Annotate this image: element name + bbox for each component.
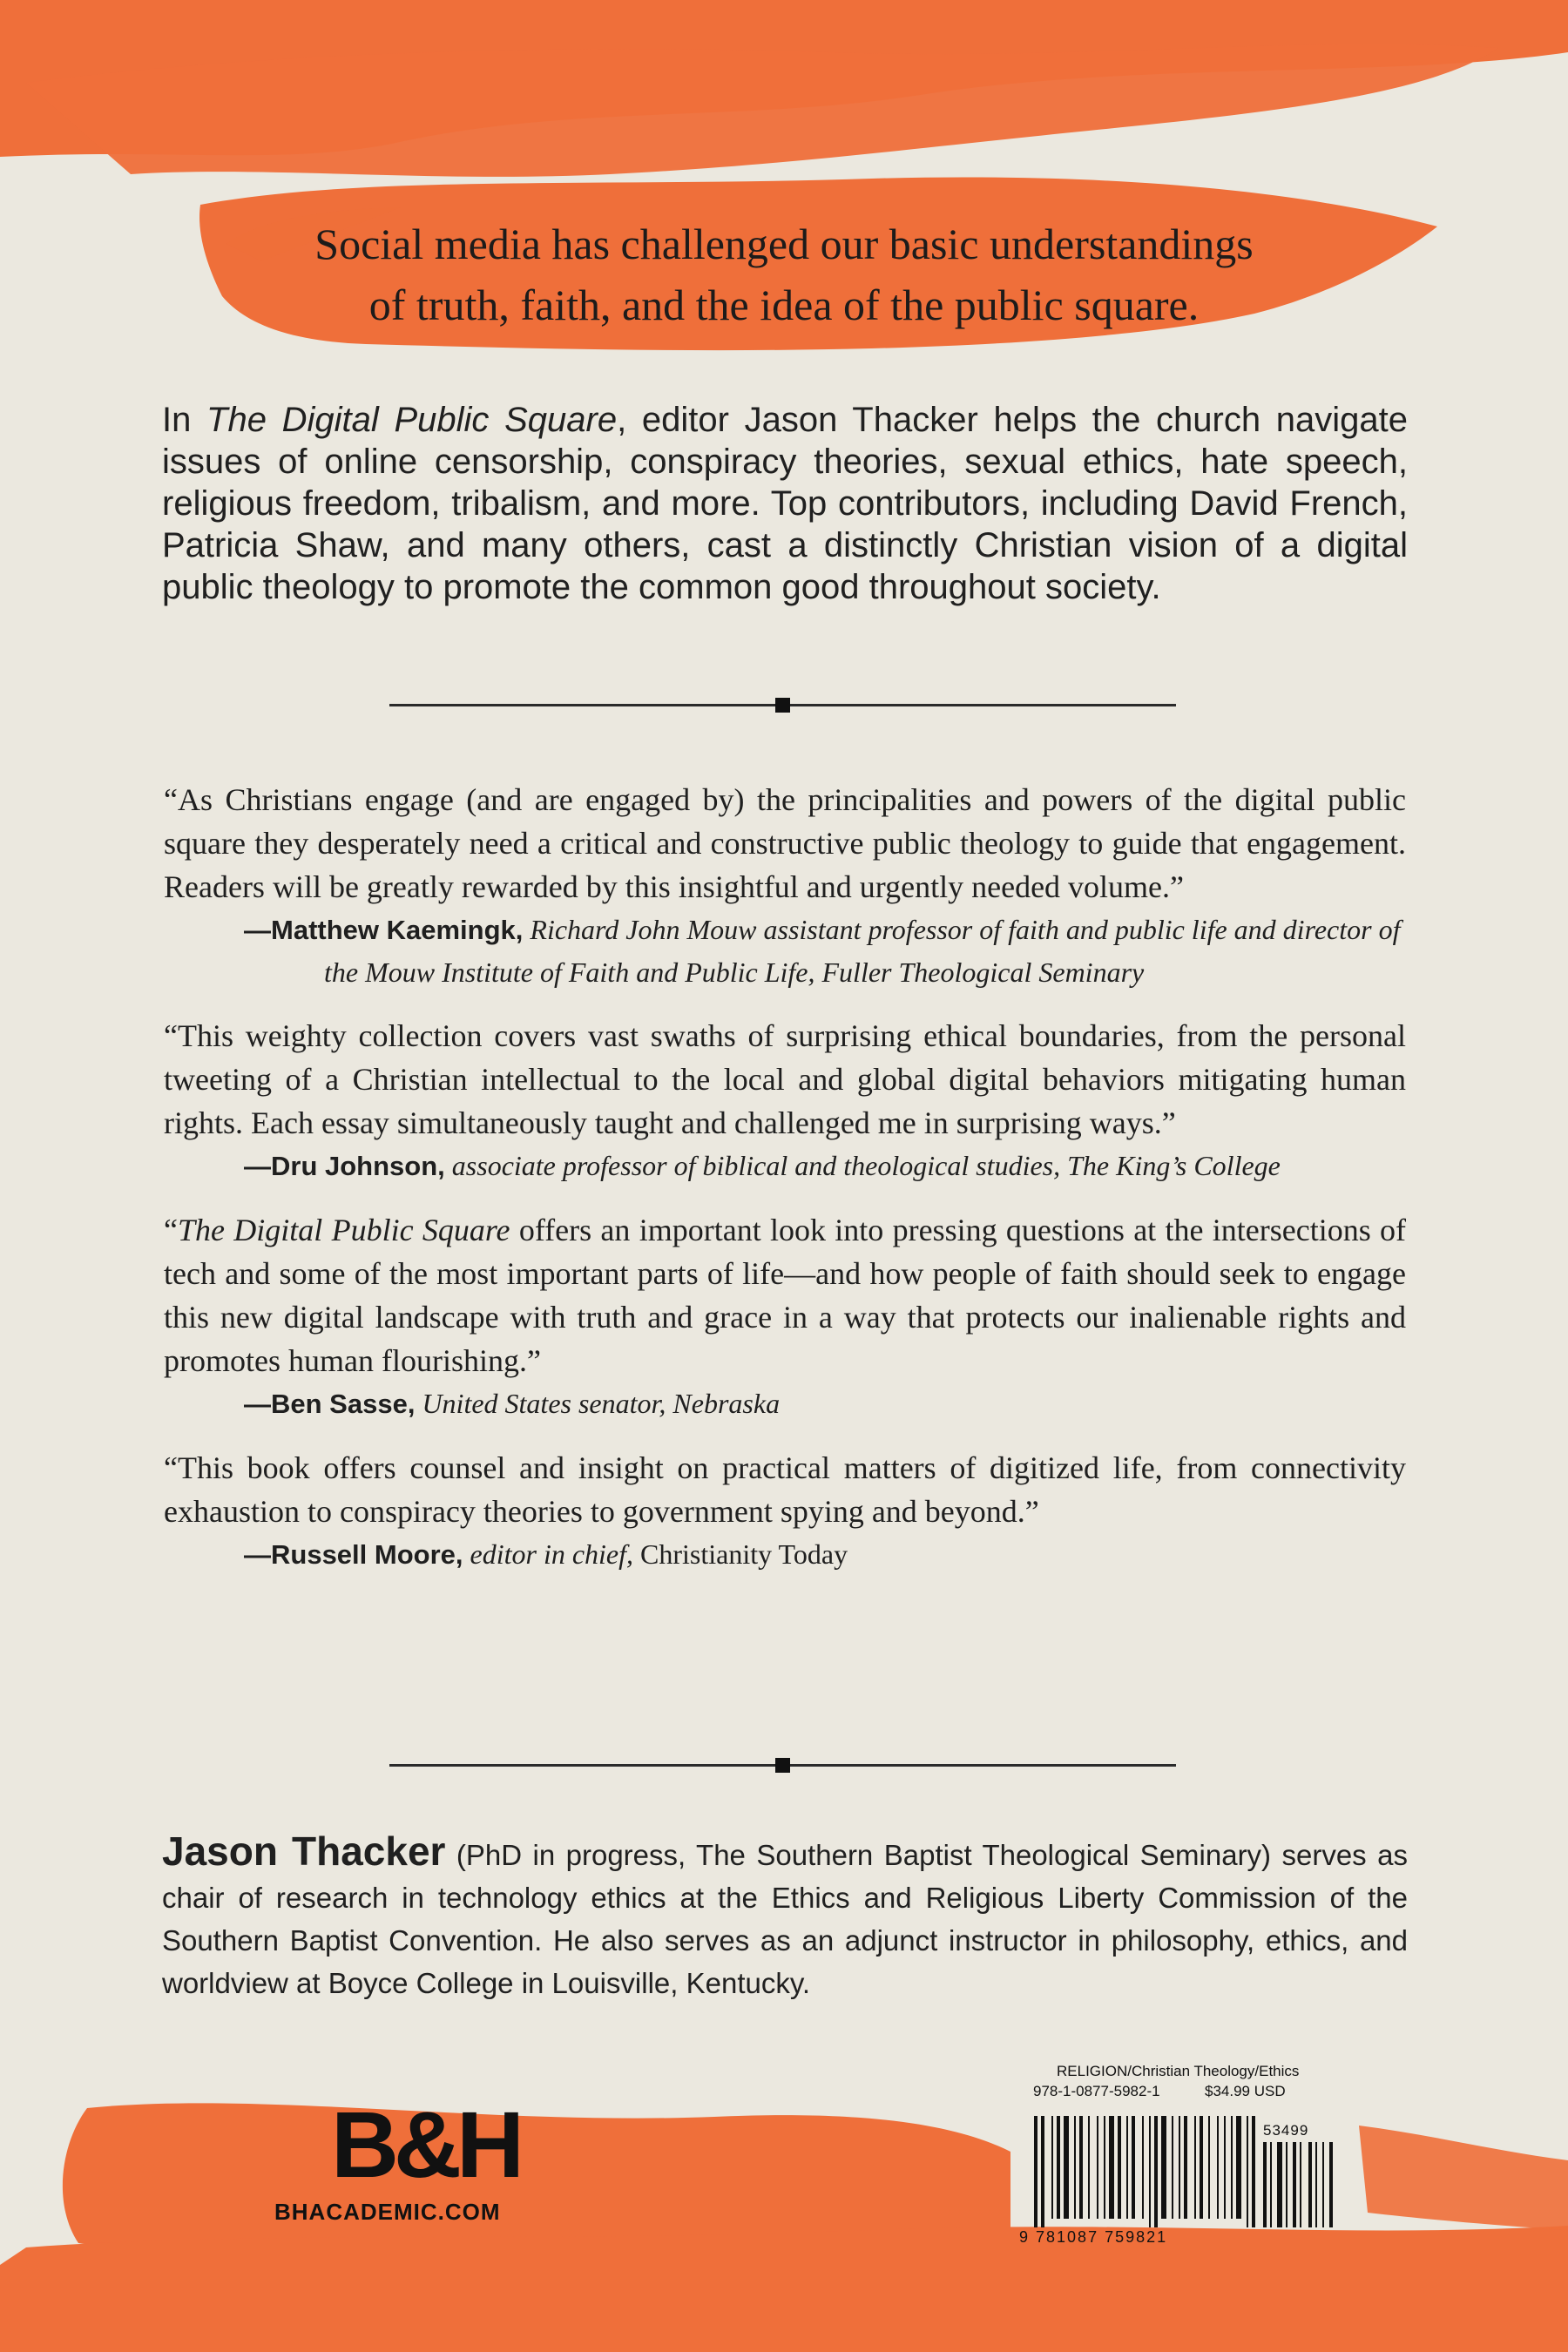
barcode-bar [1104, 2116, 1105, 2219]
author-bio-text: (PhD in progress, The Southern Baptist Theological Seminary) serves as chair of research in technology ethics at the Ethics and Religious Liberty Commission of the Southern Baptist Convention. He also serves as an adjunct instructor in philosophy, ethics, and worldview at Boyce College in Louisville, Kentucky. [162, 1839, 1408, 1999]
quote-book-title: The Digital Public Square [177, 1213, 510, 1247]
intro-book-title: The Digital Public Square [206, 401, 618, 439]
barcode-bar [1118, 2116, 1121, 2219]
barcode-addon-bar [1308, 2142, 1312, 2227]
endorser-title: associate professor of biblical and theological studies, The King’s College [444, 1150, 1281, 1181]
endorser-name: Russell Moore, [271, 1539, 463, 1570]
endorsement [164, 1208, 1406, 1425]
quote-body: offers an important look into pressing questions at the intersections of tech and some of the most important parts of life—and how people of faith should seek to engage this new digital landscape with truth and grace in a way that protects our inalienable rights and promotes human flourishing.” [164, 1213, 1406, 1378]
barcode-bar [1172, 2116, 1173, 2219]
endorsement-attribution [244, 1533, 1406, 1576]
barcode-bar [1034, 2116, 1037, 2227]
barcode-bar [1051, 2116, 1053, 2219]
publisher-logo-mark: B&H [331, 2092, 519, 2197]
barcode-bar [1184, 2116, 1187, 2219]
attribution-dash: — [244, 915, 271, 945]
barcode-bar [1097, 2116, 1098, 2219]
barcode-price: $34.99 USD [1205, 2083, 1286, 2099]
endorsement [164, 778, 1406, 993]
intro-text: , editor Jason Thacker helps the church navigate issues of online censorship, conspiracy theories, sexual ethics, hate speech, religious freedom, tribalism, and more. Top contributors, including David French, Patricia Shaw, and many others, cast a distinctly Christian vision of a digital public theology to promote the common good throughout society. [162, 401, 1408, 606]
barcode-bar [1142, 2116, 1144, 2219]
barcode-bar [1247, 2116, 1248, 2227]
barcode-addon-bar [1277, 2142, 1282, 2227]
author-bio [162, 1830, 1408, 2004]
endorsement-quote: “As Christians engage (and are engaged by) the principalities and powers of the digital public square they desperately need a critical and constructive public theology to guide that engagement. Readers will be greatly rewarded by this insightful and urgently needed volume.” [164, 782, 1406, 904]
barcode-bar [1126, 2116, 1128, 2219]
endorser-title: Richard John Mouw assistant professor of faith and public life and director of the Mouw Institute of Faith and Public Life, Fuller Theological Seminary [324, 914, 1401, 988]
barcode-bar [1154, 2116, 1158, 2227]
barcode-bar [1231, 2116, 1233, 2219]
barcode-bar [1041, 2116, 1044, 2227]
barcode-addon-digits: 53499 [1263, 2122, 1309, 2139]
barcode-addon-bar [1322, 2142, 1324, 2227]
endorser-name: Dru Johnson, [271, 1151, 445, 1181]
divider-square-icon [775, 698, 790, 713]
barcode-bar [1057, 2116, 1060, 2219]
endorsement-attribution [244, 1145, 1406, 1187]
barcode-addon-bar [1300, 2142, 1301, 2227]
attribution-dash: — [244, 1151, 271, 1181]
bottom-brush-stroke-3 [1359, 2126, 1568, 2230]
barcode-addon-bar [1286, 2142, 1288, 2227]
barcode-bar [1064, 2116, 1069, 2219]
barcode-bar [1200, 2116, 1203, 2219]
barcode-bar [1179, 2116, 1180, 2219]
endorsements [164, 778, 1406, 1597]
barcode-addon-bar [1263, 2142, 1267, 2227]
barcode-bar [1161, 2116, 1166, 2219]
publisher-website: BHACADEMIC.COM [274, 2199, 501, 2225]
barcode-bar [1208, 2116, 1210, 2219]
barcode-bar [1109, 2116, 1114, 2219]
isbn-barcode [1024, 2116, 1337, 2229]
barcode-bar [1149, 2116, 1151, 2227]
endorsement-attribution [244, 909, 1406, 993]
headline-line-2: of truth, faith, and the idea of the public square. [368, 280, 1200, 329]
endorser-name: Matthew Kaemingk, [271, 915, 524, 945]
intro-lead: In [162, 401, 207, 439]
headline-line-1: Social media has challenged our basic understandings [314, 220, 1254, 268]
endorsement-quote: “This weighty collection covers vast swaths of surprising ethical boundaries, from the personal tweeting of a Christian intellectual to the local and global digital behaviors mitigating human rights. Each essay simultaneously taught and challenged me in surprising ways.” [164, 1018, 1406, 1140]
barcode-bar [1236, 2116, 1241, 2219]
intro-paragraph [162, 399, 1408, 608]
barcode-bar [1217, 2116, 1219, 2219]
barcode-human-readable: 9 781087 759821 [1019, 2228, 1168, 2246]
endorsement-quote: “This book offers counsel and insight on practical matters of digitized life, from connectivity exhaustion to conspiracy theories to government spying and beyond.” [164, 1450, 1406, 1529]
author-name: Jason Thacker [162, 1828, 446, 1874]
divider-top [389, 704, 1176, 706]
barcode-block [1015, 2058, 1346, 2259]
endorser-name: Ben Sasse, [271, 1389, 416, 1419]
endorsement [164, 1014, 1406, 1187]
barcode-bar [1079, 2116, 1083, 2219]
barcode-addon-bar [1329, 2142, 1333, 2227]
quote-open-mark: “ [164, 1213, 178, 1247]
barcode-category: RELIGION/Christian Theology/Ethics [1057, 2063, 1300, 2079]
publisher-logo [270, 2092, 531, 2237]
endorsement-attribution [244, 1382, 1406, 1425]
divider-square-icon [775, 1758, 790, 1773]
headline [174, 213, 1394, 335]
endorsement-quote [164, 1208, 1406, 1382]
endorsement [164, 1446, 1406, 1576]
barcode-bar [1194, 2116, 1196, 2219]
endorser-publication: Christianity Today [633, 1538, 848, 1570]
barcode-isbn: 978-1-0877-5982-1 [1033, 2083, 1160, 2099]
barcode-addon-bar [1315, 2142, 1317, 2227]
divider-bottom [389, 1764, 1176, 1767]
barcode-bar [1088, 2116, 1090, 2219]
barcode-bar [1132, 2116, 1135, 2219]
attribution-dash: — [244, 1539, 271, 1570]
barcode-addon-bar [1293, 2142, 1296, 2227]
barcode-addon-bar [1270, 2142, 1272, 2227]
endorser-title: United States senator, Nebraska [415, 1388, 781, 1419]
endorser-title: editor in chief, [463, 1538, 634, 1570]
top-brush-stroke-2 [26, 44, 1498, 177]
barcode-bar [1224, 2116, 1226, 2219]
attribution-dash: — [244, 1389, 271, 1419]
barcode-bar [1252, 2116, 1255, 2227]
barcode-bar [1074, 2116, 1076, 2219]
